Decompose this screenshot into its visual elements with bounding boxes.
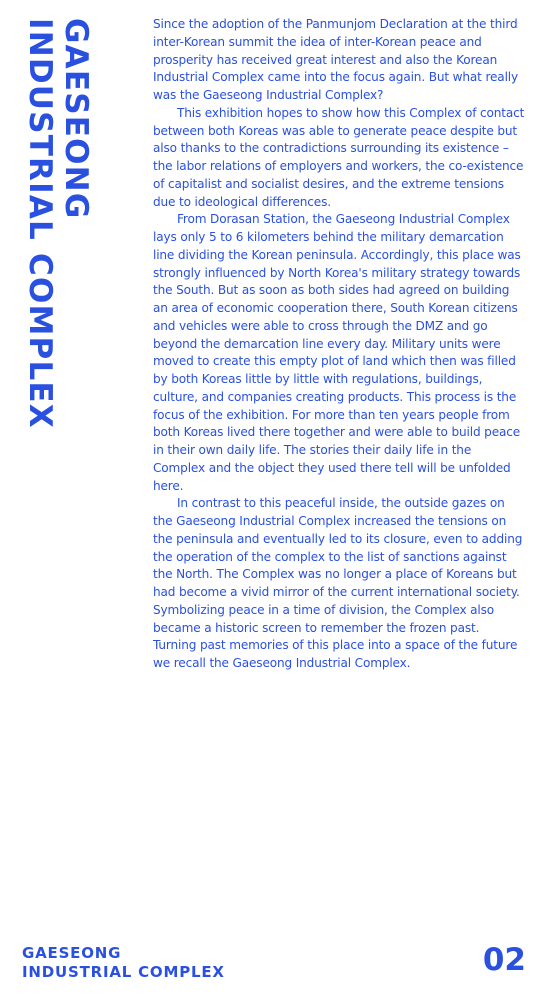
side-title	[22, 18, 94, 429]
footer-title-line-1: GAESEONG	[22, 944, 122, 962]
page-number: 02	[482, 942, 526, 978]
paragraph-4: In contrast to this peaceful inside, the outside gazes on the Gaeseong Industrial Complex increased the tensions on the peninsula and eventually led to its closure, even to adding the operation of the complex to the list of sanctions against the North. The Complex was no longer a place of Koreans but had become a vivid mirror of the current international society. Symbolizing peace in a time of division, the Complex also became a historic screen to remember the frozen past. Turning past memories of this place into a space of the future we recall the Gaeseong Industrial Complex.	[153, 496, 523, 670]
paragraph-1: Since the adoption of the Panmunjom Declaration at the third inter-Korean summit the idea of inter-Korean peace and prosperity has received great interest and also the Korean Industrial Complex came into the focus again. But what really was the Gaeseong Industrial Complex?	[153, 17, 518, 102]
footer-title-line-2: INDUSTRIAL COMPLEX	[22, 963, 225, 981]
paragraph-3: From Dorasan Station, the Gaeseong Industrial Complex lays only 5 to 6 kilometers behind the military demarcation line dividing the Korean peninsula. Accordingly, this place was strongly influenced by North Korea's military strategy towards the South. But as soon as both sides had agreed on building an area of economic cooperation there, South Korean citizens and vehicles were able to cross through the DMZ and go beyond the demarcation line every day. Military units were moved to create this empty plot of land which then was filled by both Koreas little by little with regulations, buildings, culture, and companies creating products. This process is the focus of the exhibition. For more than ten years people from both Koreas lived there together and were able to build peace in their own daily life. The stories their daily life in the Complex and the object they used there tell will be unfolded here.	[153, 212, 521, 493]
paragraph-2: This exhibition hopes to show how this Complex of contact between both Koreas was able to generate peace despite but also thanks to the contradictions surrounding its existence – the labor relations of employers and workers, the co-existence of capitalist and socialist desires, and the extreme tensions due to ideological differences.	[153, 105, 525, 209]
body-text	[153, 16, 525, 673]
side-title-line-2: INDUSTRIAL COMPLEX	[22, 18, 58, 429]
footer-title	[22, 944, 225, 982]
side-title-line-1: GAESEONG	[58, 18, 94, 220]
